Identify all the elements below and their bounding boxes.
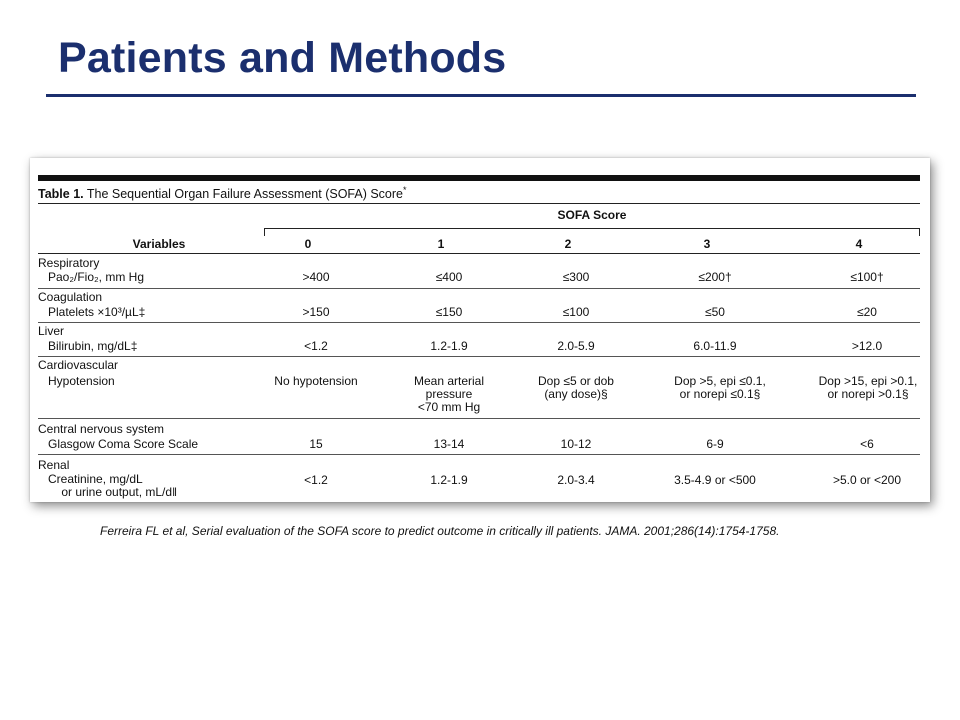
slide-title: Patients and Methods <box>58 34 507 82</box>
table-row <box>38 455 920 501</box>
table-number: Table 1. <box>38 187 84 202</box>
score-header-4: 4 <box>855 237 863 251</box>
row-cell: ≤300 <box>562 270 590 284</box>
table-row <box>38 255 920 289</box>
score-header-2: 2 <box>564 237 572 251</box>
row-cell: 1.2-1.9 <box>430 339 468 353</box>
row-variable: Glasgow Coma Score Scale <box>48 437 199 451</box>
row-cell: 6.0-11.9 <box>693 339 737 353</box>
sofa-score-bracket <box>264 228 920 236</box>
sofa-score-group-header: SOFA Score <box>557 208 627 222</box>
row-cell: 10-12 <box>560 437 592 451</box>
row-cell: ≤50 <box>705 305 725 319</box>
row-cell: ≤400 <box>435 270 463 284</box>
table-row <box>38 419 920 455</box>
score-header-0: 0 <box>304 237 312 251</box>
header-rule <box>38 253 920 254</box>
row-cell: >5.0 or <200 <box>832 473 902 487</box>
row-cell: ≤100† <box>850 270 884 284</box>
row-cell: >150 <box>302 305 330 319</box>
score-header-3: 3 <box>703 237 711 251</box>
table-top-bar <box>38 175 920 181</box>
variables-header: Variables <box>132 237 186 251</box>
sofa-table-image <box>30 158 930 502</box>
title-underline <box>46 94 916 97</box>
row-cell: ≤100 <box>562 305 590 319</box>
row-variable: Bilirubin, mg/dL‡ <box>48 339 138 353</box>
row-cell: Dop >5, epi ≤0.1, or norepi ≤0.1§ <box>674 374 766 401</box>
table-caption-text: The Sequential Organ Failure Assessment (SOFA) Score <box>86 187 403 202</box>
row-cell: 1.2-1.9 <box>430 473 468 487</box>
table-caption <box>38 185 407 201</box>
row-cell: 2.0-5.9 <box>557 339 595 353</box>
row-variable: Hypotension <box>48 374 115 388</box>
row-cell: 2.0-3.4 <box>557 473 595 487</box>
row-cell: No hypotension <box>274 374 358 388</box>
row-category: Renal <box>38 458 70 472</box>
citation: Ferreira FL et al, Serial evaluation of the SOFA score to predict outcome in critically ill patients. JAMA. 2001;286(14):1754-1758. <box>100 524 780 538</box>
row-category: Respiratory <box>38 256 100 270</box>
row-cell: <1.2 <box>304 339 328 353</box>
row-cell: ≤200† <box>698 270 732 284</box>
row-cell: 13-14 <box>433 437 465 451</box>
row-cell: <1.2 <box>304 473 328 487</box>
score-header-1: 1 <box>437 237 445 251</box>
row-cell: >12.0 <box>851 339 883 353</box>
row-category: Liver <box>38 324 65 338</box>
row-variable: Platelets ×10³/µL‡ <box>48 305 146 319</box>
row-cell: 15 <box>309 437 323 451</box>
row-cell: <6 <box>860 437 874 451</box>
row-variable: Pao₂/Fio₂, mm Hg <box>48 270 145 284</box>
row-category: Cardiovascular <box>38 358 119 372</box>
row-cell: 3.5-4.9 or <500 <box>674 473 756 487</box>
table-row <box>38 289 920 323</box>
caption-rule <box>38 203 920 204</box>
row-variable: Creatinine, mg/dL or urine output, mL/d‖ <box>48 472 178 499</box>
table-row <box>38 357 920 419</box>
row-cell: >400 <box>302 270 330 284</box>
row-cell: 6-9 <box>706 437 724 451</box>
row-cell: Mean arterial pressure <70 mm Hg <box>413 374 485 414</box>
table-row <box>38 323 920 357</box>
row-cell: Dop ≤5 or dob (any dose)§ <box>538 374 614 401</box>
row-category: Central nervous system <box>38 422 165 436</box>
row-cell: Dop >15, epi >0.1, or norepi >0.1§ <box>818 374 918 401</box>
row-cell: ≤150 <box>435 305 463 319</box>
row-category: Coagulation <box>38 290 103 304</box>
table-caption-mark: * <box>403 185 407 195</box>
row-cell: ≤20 <box>857 305 877 319</box>
